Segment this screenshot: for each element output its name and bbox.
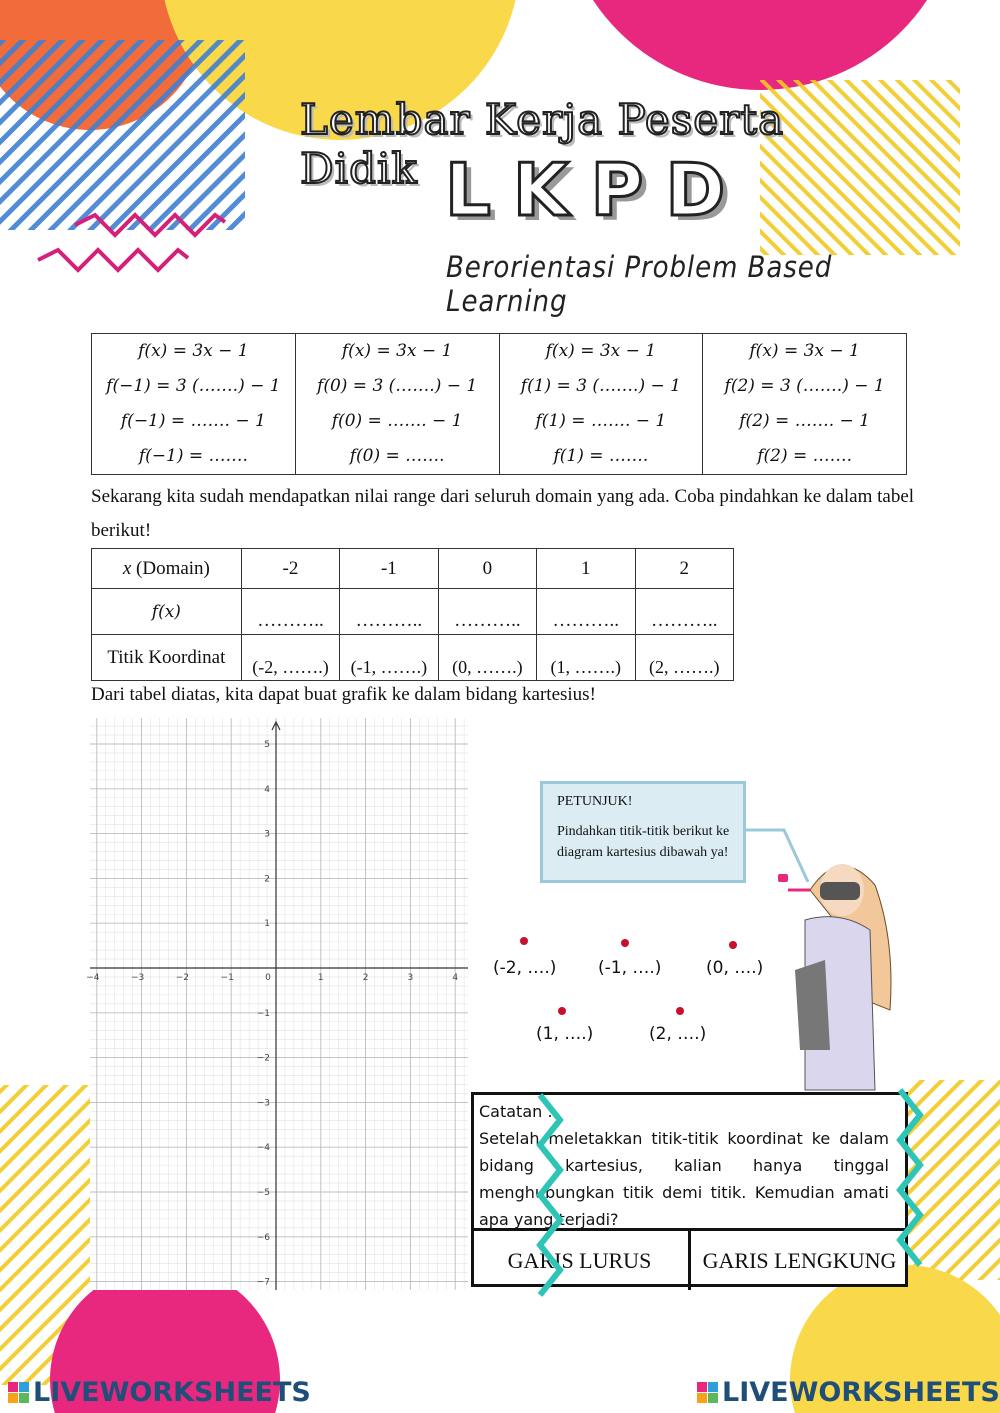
teal-zigzag-decoration — [520, 1085, 940, 1305]
worksheet-title: Lembar Kerja Peserta Didik — [300, 95, 785, 193]
hint-box — [540, 781, 746, 883]
function-column — [295, 334, 499, 475]
y-tick-label: −4 — [256, 1143, 270, 1154]
worksheet-acronym: LKPD — [445, 148, 748, 232]
footer-logo-right — [697, 1377, 1000, 1408]
x-tick-label: −3 — [130, 973, 145, 983]
note-heading: Catatan : — [479, 1102, 553, 1121]
y-tick-label: 5 — [264, 740, 270, 750]
x-tick-label: 0 — [265, 973, 271, 983]
footer-logo-left — [8, 1377, 311, 1408]
function-line[interactable]: f(2) = ……. − 1 — [739, 411, 870, 431]
y-tick-label: −5 — [256, 1188, 270, 1198]
hint-body: Pindahkan titik-titik berikut ke diagram kartesius dibawah ya! — [557, 824, 730, 860]
y-tick-label: −6 — [256, 1232, 270, 1243]
function-line[interactable]: f(2) = 3 (…….) − 1 — [724, 376, 885, 396]
draggable-point-marker[interactable] — [729, 941, 737, 949]
fx-answer-cell[interactable]: ……….. — [537, 589, 635, 635]
y-tick-label: −3 — [256, 1098, 270, 1109]
domain-row-label — [92, 549, 242, 589]
y-tick-label: 3 — [264, 829, 270, 840]
function-line[interactable]: f(−1) = ……. − 1 — [120, 411, 266, 431]
y-tick-label: 4 — [264, 784, 270, 795]
coordinate-answer-cell[interactable]: (-2, …….) — [241, 635, 339, 681]
hint-title: PETUNJUK! — [557, 794, 633, 809]
function-column — [499, 334, 703, 475]
x-tick-label: 4 — [452, 973, 459, 983]
footer-brand-text: LIVEWORKSHEETS — [722, 1377, 1000, 1408]
coordinate-answer-cell[interactable]: (-1, …….) — [340, 635, 438, 681]
note-body: Setelah meletakkan titik-titik koordinat ke dalam bidang kartesius, kalian hanya tinggal menghubungkan titik demi titik. Kemudian amati apa yang terjadi? — [479, 1129, 889, 1229]
draggable-point-marker[interactable] — [520, 937, 528, 945]
function-line[interactable]: f(1) = ……. − 1 — [535, 411, 667, 431]
function-line[interactable]: f(−1) = ……. — [138, 446, 248, 466]
function-line: f(x) = 3x − 1 — [138, 341, 249, 361]
function-line[interactable]: f(2) = ……. — [757, 446, 853, 466]
function-line: f(x) = 3x − 1 — [749, 341, 860, 361]
domain-cell: -2 — [241, 549, 339, 589]
y-tick-label: 2 — [264, 874, 270, 885]
x-tick-label: 1 — [317, 973, 324, 983]
domain-cell: 0 — [438, 549, 536, 589]
y-tick-label: 1 — [264, 919, 270, 930]
x-tick-label: −4 — [86, 973, 100, 983]
domain-range-table — [91, 548, 734, 681]
liveworksheets-logo-icon — [697, 1382, 718, 1403]
coordinate-row-label: Titik Koordinat — [92, 635, 242, 681]
fx-answer-cell[interactable]: ……….. — [241, 589, 339, 635]
function-line: f(x) = 3x − 1 — [341, 341, 453, 361]
draggable-point-marker[interactable] — [621, 939, 629, 947]
coordinate-answer-cell[interactable]: (0, …….) — [438, 635, 536, 681]
function-line[interactable]: f(−1) = 3 (…….) − 1 — [106, 376, 281, 396]
function-line: f(x) = 3x − 1 — [545, 341, 657, 361]
instruction-text: Sekarang kita sudah mendapatkan nilai range dari seluruh domain yang ada. Coba pindahkan ke dalam tabel berikut! — [91, 486, 915, 541]
coordinate-answer-cell[interactable]: (1, …….) — [537, 635, 635, 681]
draggable-point-label[interactable]: (-2, ….) — [493, 958, 557, 978]
function-line[interactable]: f(0) = ……. − 1 — [331, 411, 463, 431]
domain-cell: -1 — [340, 549, 438, 589]
draggable-point-label[interactable]: (2, ….) — [649, 1024, 707, 1044]
footer-brand-text: LIVEWORKSHEETS — [33, 1377, 311, 1408]
draggable-point-marker[interactable] — [676, 1007, 684, 1015]
domain-label-text: (Domain) — [131, 557, 210, 579]
fx-answer-cell[interactable]: ……….. — [438, 589, 536, 635]
draggable-point-label[interactable]: (1, ….) — [536, 1024, 594, 1044]
fx-answer-cell[interactable]: ……….. — [340, 589, 438, 635]
domain-variable: x — [122, 557, 132, 579]
student-illustration — [770, 850, 910, 1092]
x-tick-label: 3 — [407, 973, 414, 983]
draggable-point-label[interactable]: (0, ….) — [706, 958, 764, 978]
function-line[interactable]: f(0) = ……. — [349, 446, 445, 466]
graph-instruction-text: Dari tabel diatas, kita dapat buat grafik ke dalam bidang kartesius! — [91, 684, 596, 705]
worksheet-subtitle: Berorientasi Problem Based Learning — [446, 250, 833, 318]
liveworksheets-logo-icon — [8, 1382, 29, 1403]
x-tick-label: 2 — [362, 973, 369, 983]
function-line[interactable]: f(1) = ……. — [553, 446, 649, 466]
y-tick-label: −1 — [256, 1008, 270, 1019]
cartesian-plane[interactable] — [86, 718, 468, 1290]
function-line[interactable]: f(0) = 3 (…….) − 1 — [317, 376, 478, 396]
coordinate-answer-cell[interactable]: (2, …….) — [635, 635, 733, 681]
fx-answer-cell[interactable]: ……….. — [635, 589, 733, 635]
draggable-point-label[interactable]: (-1, ….) — [598, 958, 662, 978]
function-column — [92, 334, 296, 475]
draggable-point-marker[interactable] — [558, 1007, 566, 1015]
option-straight-line-button[interactable]: GARIS LURUS — [507, 1247, 652, 1273]
option-curved-line-button[interactable]: GARIS LENGKUNG — [688, 1231, 908, 1290]
domain-cell: 2 — [635, 549, 733, 589]
function-evaluation-table — [91, 333, 907, 475]
x-tick-label: −1 — [220, 973, 234, 983]
domain-cell: 1 — [537, 549, 635, 589]
y-tick-label: −7 — [256, 1277, 270, 1288]
function-line[interactable]: f(1) = 3 (…….) − 1 — [520, 376, 681, 396]
x-tick-label: −2 — [175, 973, 190, 983]
fx-row-label: f(x) — [92, 589, 242, 635]
y-tick-label: −2 — [256, 1053, 270, 1064]
function-column — [703, 334, 907, 475]
